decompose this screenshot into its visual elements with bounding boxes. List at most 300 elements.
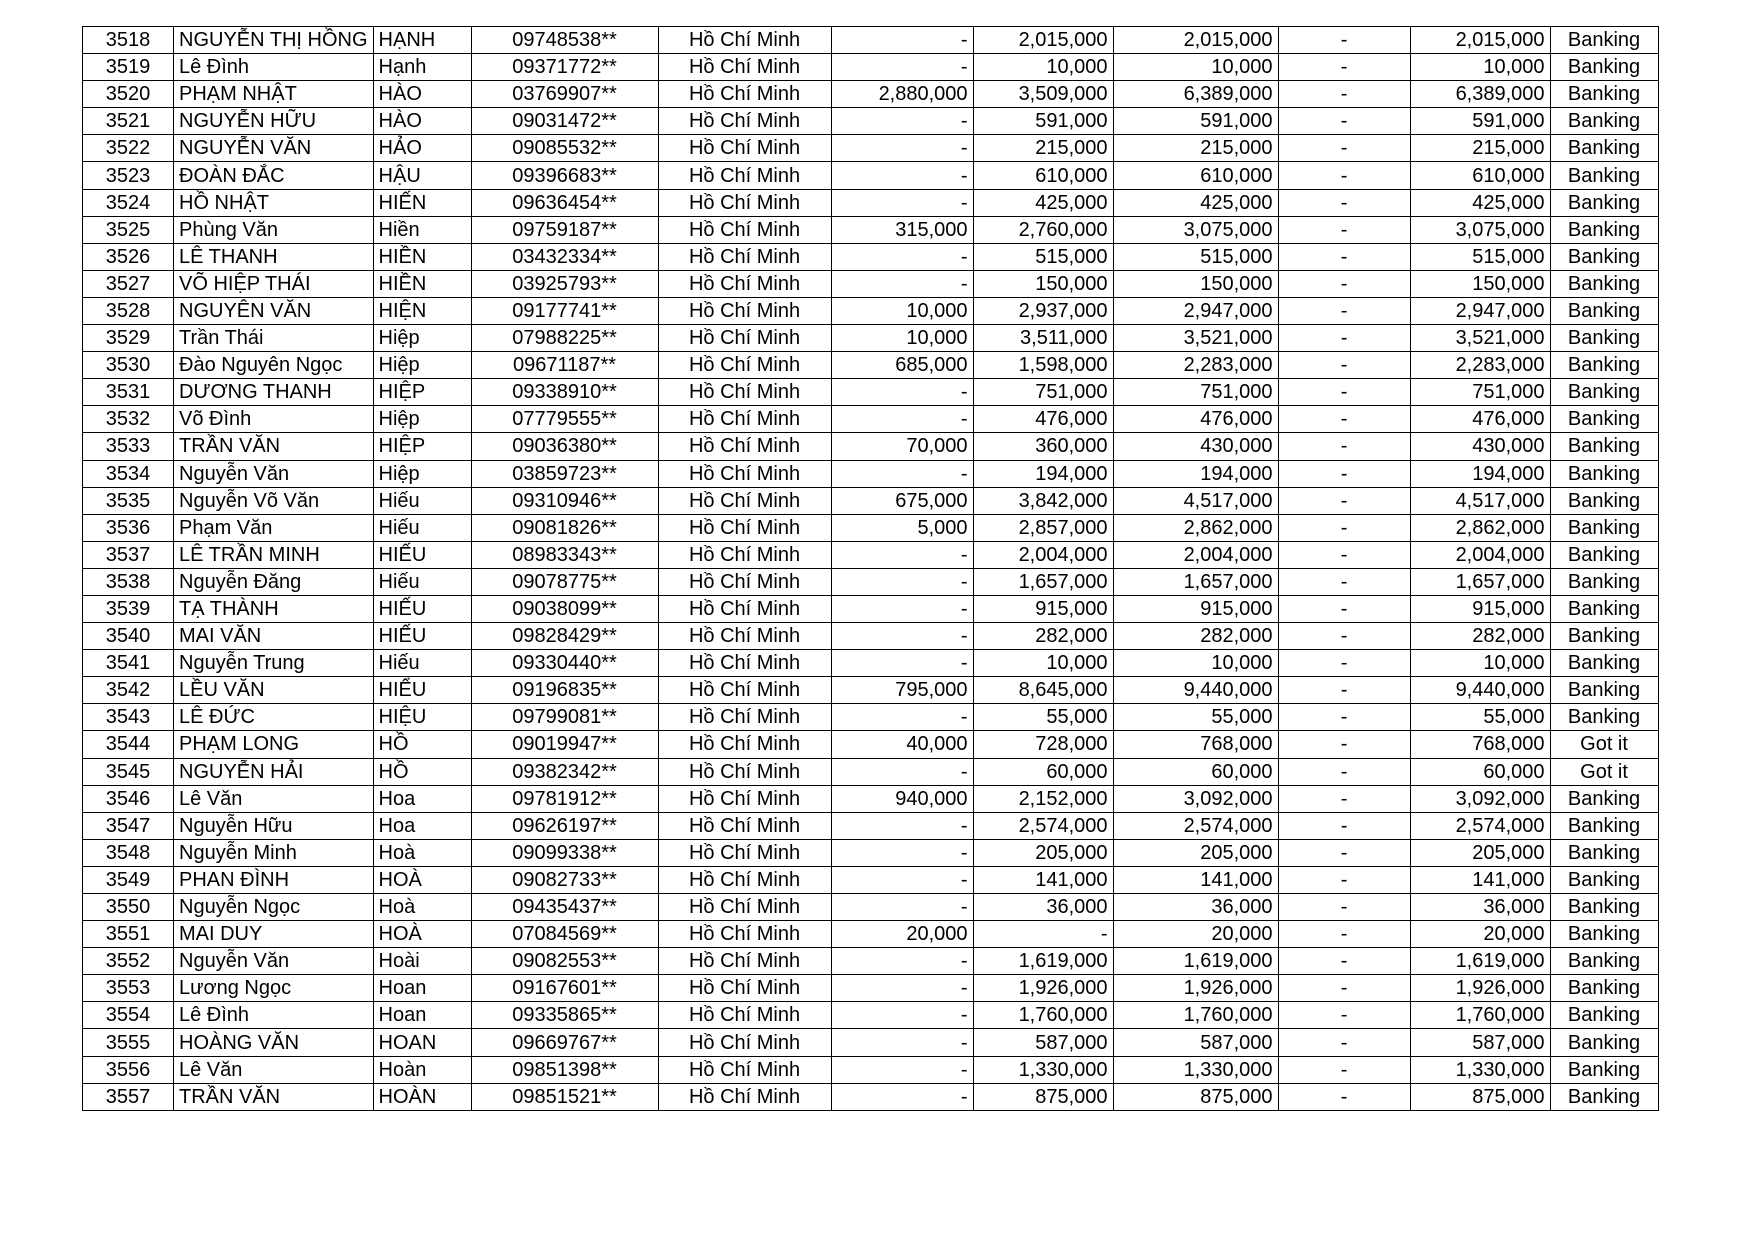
cell-city: Hồ Chí Minh [658,1056,831,1083]
cell-total: 2,004,000 [1113,541,1278,568]
cell-col-d: - [1278,352,1410,379]
cell-net: 2,574,000 [1410,812,1550,839]
cell-col-a: - [831,975,973,1002]
cell-no: 3541 [83,650,174,677]
cell-total: 215,000 [1113,135,1278,162]
cell-first-name: HIỆP [373,379,471,406]
cell-no: 3531 [83,379,174,406]
cell-first-name: HIẾU [373,595,471,622]
table-row [83,866,1659,893]
cell-first-name: HÀO [373,81,471,108]
cell-no: 3543 [83,704,174,731]
cell-city: Hồ Chí Minh [658,270,831,297]
cell-first-name: HOAN [373,1029,471,1056]
cell-phone: 09851521** [471,1083,658,1110]
cell-no: 3557 [83,1083,174,1110]
cell-net: 476,000 [1410,406,1550,433]
cell-total: 1,926,000 [1113,975,1278,1002]
cell-col-a: - [831,623,973,650]
cell-city: Hồ Chí Minh [658,839,831,866]
cell-last-middle-name: NGUYỄN VĂN [174,135,374,162]
cell-col-d: - [1278,758,1410,785]
cell-col-d: - [1278,1029,1410,1056]
cell-total: 476,000 [1113,406,1278,433]
cell-total: 55,000 [1113,704,1278,731]
cell-col-a: - [831,135,973,162]
cell-net: 4,517,000 [1410,487,1550,514]
cell-col-a: - [831,1083,973,1110]
cell-phone: 09099338** [471,839,658,866]
cell-total: 36,000 [1113,894,1278,921]
cell-col-a: 2,880,000 [831,81,973,108]
cell-payment: Banking [1550,595,1658,622]
cell-phone: 09781912** [471,785,658,812]
cell-col-a: 70,000 [831,433,973,460]
cell-phone: 09851398** [471,1056,658,1083]
cell-col-a: - [831,379,973,406]
cell-col-a: - [831,704,973,731]
cell-total: 2,015,000 [1113,27,1278,54]
cell-col-a: - [831,189,973,216]
cell-total: 915,000 [1113,595,1278,622]
cell-city: Hồ Chí Minh [658,216,831,243]
cell-total: 10,000 [1113,54,1278,81]
table-row [83,81,1659,108]
cell-city: Hồ Chí Minh [658,243,831,270]
cell-phone: 09435437** [471,894,658,921]
cell-last-middle-name: Nguyễn Đăng [174,568,374,595]
cell-phone: 09019947** [471,731,658,758]
cell-last-middle-name: Trần Thái [174,325,374,352]
cell-no: 3553 [83,975,174,1002]
table-row [83,975,1659,1002]
cell-first-name: HOÀN [373,1083,471,1110]
cell-net: 282,000 [1410,623,1550,650]
cell-phone: 07779555** [471,406,658,433]
cell-last-middle-name: LÊ ĐỨC [174,704,374,731]
cell-net: 3,092,000 [1410,785,1550,812]
cell-payment: Banking [1550,81,1658,108]
cell-phone: 09310946** [471,487,658,514]
cell-col-b: 36,000 [973,894,1113,921]
cell-city: Hồ Chí Minh [658,1083,831,1110]
cell-first-name: Hiệp [373,325,471,352]
cell-no: 3542 [83,677,174,704]
cell-no: 3526 [83,243,174,270]
cell-payment: Banking [1550,785,1658,812]
cell-last-middle-name: MAI DUY [174,921,374,948]
cell-first-name: Hoà [373,839,471,866]
cell-col-a: - [831,27,973,54]
cell-col-b: 2,937,000 [973,297,1113,324]
cell-phone: 09330440** [471,650,658,677]
cell-no: 3555 [83,1029,174,1056]
cell-total: 2,947,000 [1113,297,1278,324]
cell-city: Hồ Chí Minh [658,704,831,731]
cell-payment: Banking [1550,135,1658,162]
cell-col-d: - [1278,785,1410,812]
cell-phone: 09636454** [471,189,658,216]
cell-no: 3530 [83,352,174,379]
cell-city: Hồ Chí Minh [658,406,831,433]
table-row [83,54,1659,81]
cell-net: 194,000 [1410,460,1550,487]
cell-col-a: - [831,1029,973,1056]
cell-last-middle-name: Nguyễn Ngọc [174,894,374,921]
cell-first-name: HOÀ [373,921,471,948]
cell-total: 3,521,000 [1113,325,1278,352]
cell-last-middle-name: PHAN ĐÌNH [174,866,374,893]
cell-col-a: - [831,595,973,622]
cell-city: Hồ Chí Minh [658,758,831,785]
table-row [83,731,1659,758]
cell-no: 3551 [83,921,174,948]
cell-col-a: - [831,270,973,297]
table-row [83,189,1659,216]
cell-col-b: 360,000 [973,433,1113,460]
cell-total: 425,000 [1113,189,1278,216]
cell-phone: 09196835** [471,677,658,704]
cell-net: 1,657,000 [1410,568,1550,595]
cell-total: 6,389,000 [1113,81,1278,108]
cell-no: 3536 [83,514,174,541]
cell-payment: Banking [1550,189,1658,216]
cell-col-b: 10,000 [973,54,1113,81]
cell-last-middle-name: Nguyễn Võ Văn [174,487,374,514]
cell-last-middle-name: Lê Đình [174,54,374,81]
cell-payment: Banking [1550,108,1658,135]
table-row [83,1002,1659,1029]
cell-net: 610,000 [1410,162,1550,189]
cell-last-middle-name: VÕ HIỆP THÁI [174,270,374,297]
cell-last-middle-name: LÊ TRẦN MINH [174,541,374,568]
cell-last-middle-name: HOÀNG VĂN [174,1029,374,1056]
cell-no: 3518 [83,27,174,54]
cell-net: 141,000 [1410,866,1550,893]
cell-total: 4,517,000 [1113,487,1278,514]
cell-payment: Banking [1550,487,1658,514]
cell-no: 3529 [83,325,174,352]
cell-net: 425,000 [1410,189,1550,216]
cell-no: 3538 [83,568,174,595]
cell-col-d: - [1278,433,1410,460]
cell-city: Hồ Chí Minh [658,948,831,975]
table-row [83,1083,1659,1110]
cell-net: 1,926,000 [1410,975,1550,1002]
cell-no: 3520 [83,81,174,108]
cell-col-d: - [1278,270,1410,297]
cell-col-a: 40,000 [831,731,973,758]
cell-col-a: - [831,54,973,81]
cell-payment: Banking [1550,1083,1658,1110]
cell-col-b: 728,000 [973,731,1113,758]
cell-col-d: - [1278,839,1410,866]
cell-col-a: 940,000 [831,785,973,812]
cell-payment: Banking [1550,975,1658,1002]
cell-no: 3534 [83,460,174,487]
cell-no: 3527 [83,270,174,297]
cell-first-name: HÀO [373,108,471,135]
table-row [83,406,1659,433]
cell-net: 1,619,000 [1410,948,1550,975]
table-row [83,541,1659,568]
cell-city: Hồ Chí Minh [658,568,831,595]
cell-city: Hồ Chí Minh [658,1029,831,1056]
table-row [83,894,1659,921]
cell-city: Hồ Chí Minh [658,352,831,379]
cell-total: 194,000 [1113,460,1278,487]
cell-net: 10,000 [1410,650,1550,677]
table-row [83,677,1659,704]
cell-payment: Banking [1550,921,1658,948]
cell-total: 141,000 [1113,866,1278,893]
table-row [83,1056,1659,1083]
cell-no: 3522 [83,135,174,162]
cell-first-name: Hiền [373,216,471,243]
cell-col-d: - [1278,189,1410,216]
cell-first-name: HIỆP [373,433,471,460]
cell-city: Hồ Chí Minh [658,541,831,568]
cell-no: 3532 [83,406,174,433]
cell-first-name: Hiếu [373,568,471,595]
cell-col-b: 1,330,000 [973,1056,1113,1083]
cell-col-a: - [831,894,973,921]
cell-col-a: 685,000 [831,352,973,379]
cell-net: 205,000 [1410,839,1550,866]
cell-col-d: - [1278,731,1410,758]
cell-col-b: 1,657,000 [973,568,1113,595]
cell-total: 768,000 [1113,731,1278,758]
cell-last-middle-name: Phạm Văn [174,514,374,541]
cell-col-b: 591,000 [973,108,1113,135]
cell-no: 3544 [83,731,174,758]
cell-city: Hồ Chí Minh [658,975,831,1002]
cell-col-b: 875,000 [973,1083,1113,1110]
cell-last-middle-name: Nguyễn Văn [174,460,374,487]
cell-total: 610,000 [1113,162,1278,189]
cell-no: 3549 [83,866,174,893]
cell-city: Hồ Chí Minh [658,81,831,108]
cell-col-d: - [1278,975,1410,1002]
cell-col-a: 675,000 [831,487,973,514]
cell-net: 591,000 [1410,108,1550,135]
cell-last-middle-name: LÊ THANH [174,243,374,270]
cell-phone: 03859723** [471,460,658,487]
cell-col-a: 795,000 [831,677,973,704]
cell-col-d: - [1278,866,1410,893]
cell-net: 751,000 [1410,379,1550,406]
table-row [83,948,1659,975]
cell-payment: Banking [1550,325,1658,352]
cell-phone: 09036380** [471,433,658,460]
cell-city: Hồ Chí Minh [658,595,831,622]
cell-col-a: 10,000 [831,297,973,324]
table-row [83,433,1659,460]
cell-col-d: - [1278,379,1410,406]
cell-last-middle-name: Phùng Văn [174,216,374,243]
cell-col-d: - [1278,162,1410,189]
cell-col-b: 2,857,000 [973,514,1113,541]
cell-city: Hồ Chí Minh [658,487,831,514]
cell-first-name: HIỀN [373,270,471,297]
cell-city: Hồ Chí Minh [658,297,831,324]
cell-payment: Banking [1550,894,1658,921]
cell-net: 2,862,000 [1410,514,1550,541]
cell-payment: Banking [1550,433,1658,460]
cell-last-middle-name: Lê Văn [174,785,374,812]
cell-col-b: 1,926,000 [973,975,1113,1002]
cell-col-d: - [1278,812,1410,839]
cell-first-name: HIẾN [373,189,471,216]
cell-no: 3525 [83,216,174,243]
cell-total: 430,000 [1113,433,1278,460]
cell-total: 515,000 [1113,243,1278,270]
cell-city: Hồ Chí Minh [658,894,831,921]
cell-total: 591,000 [1113,108,1278,135]
cell-col-d: - [1278,894,1410,921]
cell-col-b: 55,000 [973,704,1113,731]
cell-last-middle-name: Võ Đình [174,406,374,433]
cell-col-b: 515,000 [973,243,1113,270]
cell-phone: 09669767** [471,1029,658,1056]
table-row [83,243,1659,270]
cell-first-name: Hiệp [373,352,471,379]
cell-last-middle-name: TRẦN VĂN [174,433,374,460]
cell-no: 3533 [83,433,174,460]
cell-no: 3535 [83,487,174,514]
cell-no: 3537 [83,541,174,568]
cell-first-name: HOÀ [373,866,471,893]
cell-no: 3540 [83,623,174,650]
cell-city: Hồ Chí Minh [658,921,831,948]
cell-phone: 09081826** [471,514,658,541]
cell-payment: Banking [1550,406,1658,433]
cell-payment: Banking [1550,1029,1658,1056]
cell-last-middle-name: NGUYỄN HỮU [174,108,374,135]
table-row [83,1029,1659,1056]
cell-no: 3548 [83,839,174,866]
cell-total: 1,619,000 [1113,948,1278,975]
cell-col-b: 1,598,000 [973,352,1113,379]
cell-total: 751,000 [1113,379,1278,406]
cell-phone: 09082733** [471,866,658,893]
cell-payment: Banking [1550,650,1658,677]
cell-col-d: - [1278,216,1410,243]
table-row [83,595,1659,622]
cell-total: 1,657,000 [1113,568,1278,595]
cell-col-b: 3,842,000 [973,487,1113,514]
cell-payment: Banking [1550,379,1658,406]
cell-first-name: Hoài [373,948,471,975]
cell-col-b: 282,000 [973,623,1113,650]
cell-col-a: - [831,1002,973,1029]
table-row [83,216,1659,243]
cell-last-middle-name: Nguyễn Trung [174,650,374,677]
cell-col-a: - [831,866,973,893]
cell-phone: 09799081** [471,704,658,731]
cell-col-d: - [1278,108,1410,135]
cell-last-middle-name: PHẠM LONG [174,731,374,758]
cell-col-a: - [831,650,973,677]
cell-city: Hồ Chí Minh [658,623,831,650]
cell-city: Hồ Chí Minh [658,731,831,758]
cell-last-middle-name: Nguyễn Minh [174,839,374,866]
cell-col-a: - [831,108,973,135]
cell-no: 3519 [83,54,174,81]
cell-phone: 07988225** [471,325,658,352]
cell-city: Hồ Chí Minh [658,379,831,406]
cell-col-b: 2,760,000 [973,216,1113,243]
cell-col-b: 3,511,000 [973,325,1113,352]
cell-payment: Banking [1550,866,1658,893]
table-row [83,514,1659,541]
cell-city: Hồ Chí Minh [658,54,831,81]
cell-total: 60,000 [1113,758,1278,785]
cell-col-d: - [1278,81,1410,108]
cell-last-middle-name: ĐOÀN ĐẮC [174,162,374,189]
cell-net: 60,000 [1410,758,1550,785]
cell-net: 3,521,000 [1410,325,1550,352]
cell-col-b: 2,574,000 [973,812,1113,839]
cell-phone: 09078775** [471,568,658,595]
cell-net: 1,760,000 [1410,1002,1550,1029]
cell-city: Hồ Chí Minh [658,189,831,216]
cell-payment: Banking [1550,1056,1658,1083]
cell-no: 3546 [83,785,174,812]
cell-city: Hồ Chí Minh [658,433,831,460]
cell-first-name: Hoàn [373,1056,471,1083]
table-row [83,921,1659,948]
cell-phone: 09082553** [471,948,658,975]
table-row [83,487,1659,514]
cell-last-middle-name: LỀU VĂN [174,677,374,704]
cell-payment: Banking [1550,243,1658,270]
cell-phone: 08983343** [471,541,658,568]
cell-col-a: - [831,541,973,568]
cell-phone: 09382342** [471,758,658,785]
cell-net: 10,000 [1410,54,1550,81]
cell-city: Hồ Chí Minh [658,1002,831,1029]
cell-col-b: 751,000 [973,379,1113,406]
cell-last-middle-name: NGUYỄN THỊ HỒNG [174,27,374,54]
cell-city: Hồ Chí Minh [658,135,831,162]
cell-first-name: Hiếu [373,514,471,541]
cell-last-middle-name: Nguyễn Hữu [174,812,374,839]
cell-net: 2,947,000 [1410,297,1550,324]
table-body [83,27,1659,1111]
cell-first-name: Hoan [373,975,471,1002]
cell-first-name: HẢO [373,135,471,162]
cell-payment: Got it [1550,758,1658,785]
cell-net: 55,000 [1410,704,1550,731]
cell-payment: Banking [1550,677,1658,704]
cell-last-middle-name: Đào Nguyên Ngọc [174,352,374,379]
cell-phone: 09335865** [471,1002,658,1029]
cell-col-b: 425,000 [973,189,1113,216]
cell-col-a: - [831,839,973,866]
cell-no: 3552 [83,948,174,975]
cell-col-d: - [1278,541,1410,568]
cell-last-middle-name: DƯƠNG THANH [174,379,374,406]
cell-first-name: HIỀN [373,243,471,270]
cell-first-name: Hoa [373,812,471,839]
cell-net: 36,000 [1410,894,1550,921]
cell-total: 205,000 [1113,839,1278,866]
cell-phone: 09338910** [471,379,658,406]
cell-col-d: - [1278,54,1410,81]
cell-last-middle-name: PHẠM NHẬT [174,81,374,108]
cell-phone: 09759187** [471,216,658,243]
